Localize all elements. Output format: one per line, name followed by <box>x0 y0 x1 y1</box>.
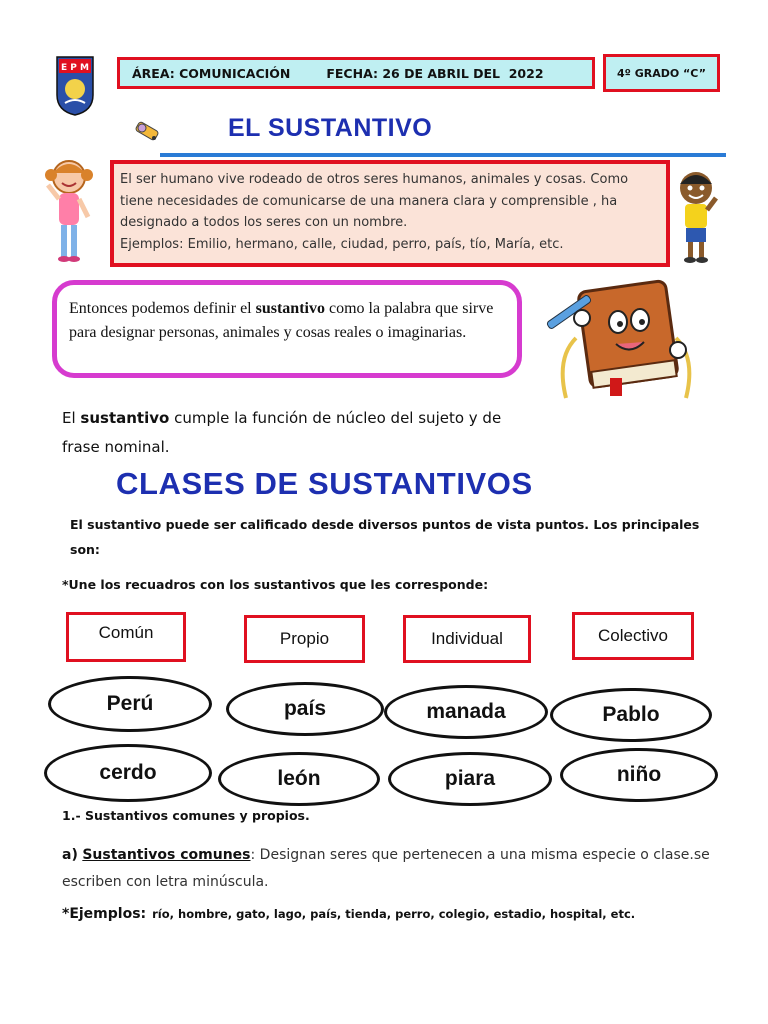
word-label: manada <box>426 700 506 723</box>
section-1-heading: 1.- Sustantivos comunes y propios. <box>62 808 310 823</box>
area-label: ÁREA: COMUNICACIÓN <box>132 65 291 81</box>
grade-label: 4º GRADO “C” <box>617 66 706 80</box>
word-label: león <box>277 767 321 790</box>
word-oval-pais[interactable] <box>226 682 384 736</box>
title-underline <box>160 153 726 157</box>
word-label: piara <box>444 767 496 790</box>
svg-text:E P M: E P M <box>61 63 89 73</box>
school-logo <box>55 55 95 117</box>
pencil-icon <box>130 118 166 148</box>
word-label: niño <box>616 763 662 786</box>
examples-heading: *Ejemplos: <box>62 906 147 922</box>
common-nouns-paragraph <box>62 842 722 896</box>
word-label: país <box>283 697 327 720</box>
matching-instruction: *Une los recuadros con los sustantivos que les corresponde: <box>62 577 489 592</box>
nucleus-term: sustantivo <box>80 409 170 427</box>
word-label: cerdo <box>99 761 157 784</box>
grade-box <box>603 54 720 92</box>
intro-box <box>110 160 670 267</box>
category-box-propio[interactable] <box>244 615 365 663</box>
nucleus-before: El <box>62 409 81 427</box>
examples-list: río, hombre, gato, lago, país, tienda, perro, colegio, estadio, hospital, etc. <box>152 907 636 921</box>
word-label: Perú <box>106 692 154 715</box>
intro-line-2: tiene necesidades de comunicarse de una manera clara y comprensible , ha <box>120 193 618 209</box>
area-date-box <box>117 57 595 89</box>
category-label: Individual <box>431 629 503 648</box>
examples-label: Ejemplos: <box>120 236 184 252</box>
common-nouns-term: Sustantivos comunes <box>82 847 251 863</box>
examples-line <box>62 906 635 922</box>
intro-examples <box>120 234 660 256</box>
definition-box <box>52 280 522 378</box>
word-oval-cerdo[interactable] <box>44 744 212 802</box>
date-label: FECHA: 26 DE ABRIL DEL 2022 <box>326 65 544 81</box>
page-title: EL SUSTANTIVO <box>228 114 433 142</box>
category-label: Común <box>98 623 154 642</box>
common-nouns-text: : Designan seres que pertenecen a una misma especie o clase.se escriben con letra minúscula. <box>62 847 710 890</box>
word-oval-piara[interactable] <box>388 752 552 806</box>
category-label: Propio <box>279 629 330 648</box>
word-oval-pablo[interactable] <box>550 688 712 742</box>
definition-before: Entonces podemos definir el <box>69 300 256 317</box>
item-label: a) <box>62 847 78 863</box>
nucleus-after: cumple la función de núcleo del sujeto y de frase nominal. <box>62 409 502 456</box>
intro-line-3: designado a todos los seres con un nombre. <box>120 215 408 230</box>
category-label: Colectivo <box>598 626 668 645</box>
word-oval-manada[interactable] <box>384 685 548 739</box>
girl-illustration <box>44 155 94 265</box>
section-title: CLASES DE SUSTANTIVOS <box>116 466 533 501</box>
boy-illustration <box>674 168 718 264</box>
nucleus-paragraph <box>62 404 532 462</box>
intro-line-1: El ser humano vive rodeado de otros seres humanos, animales y cosas. Como <box>120 172 629 187</box>
word-label: Pablo <box>602 703 660 726</box>
category-box-colectivo[interactable] <box>572 612 694 660</box>
category-box-comun[interactable] <box>66 612 186 662</box>
word-oval-leon[interactable] <box>218 752 380 806</box>
category-box-individual[interactable] <box>403 615 531 663</box>
book-character-illustration <box>536 278 702 410</box>
examples-text: Emilio, hermano, calle, ciudad, perro, país, tío, María, etc. <box>183 236 564 252</box>
definition-after: como la palabra que sirve para designar personas, animales y cosas reales o imaginarias. <box>69 300 494 341</box>
definition-term: sustantivo <box>255 300 325 317</box>
word-oval-peru[interactable] <box>48 676 212 732</box>
word-oval-nino[interactable] <box>560 748 718 802</box>
classes-intro: El sustantivo puede ser calificado desde diversos puntos de vista puntos. Los principales son: <box>70 517 700 557</box>
